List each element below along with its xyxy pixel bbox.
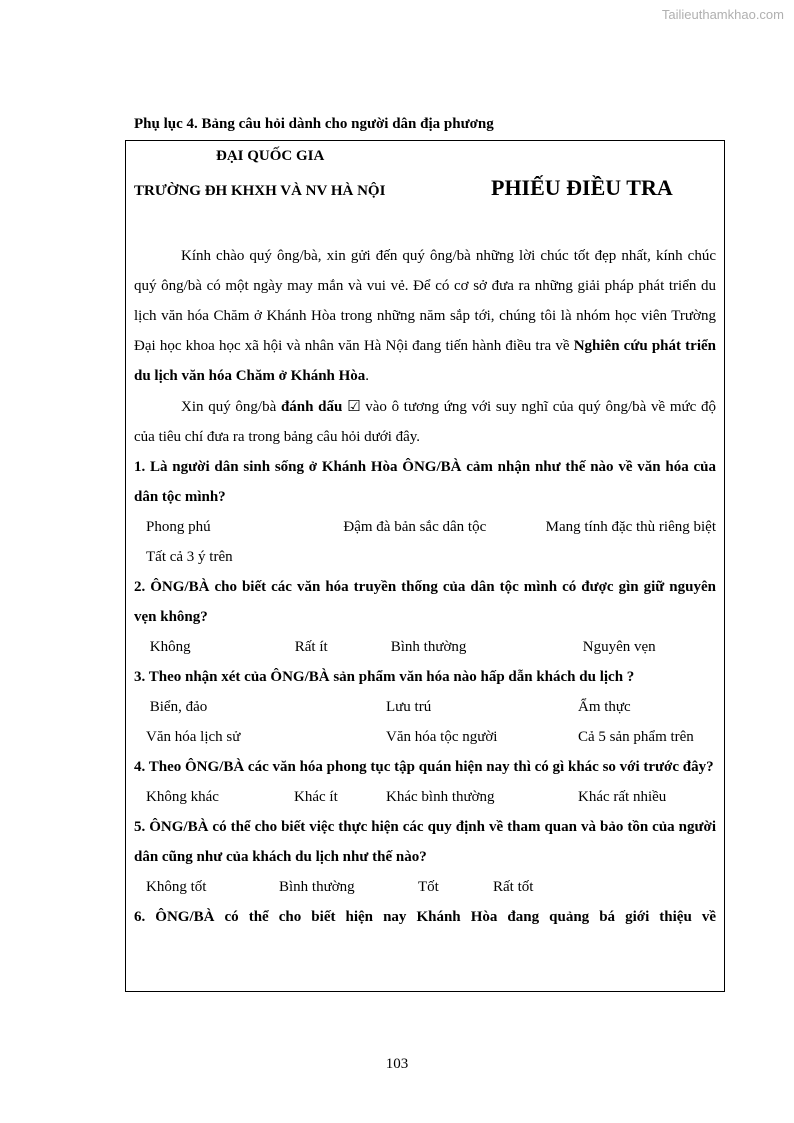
question-4-options (134, 782, 716, 812)
option-checkbox[interactable] (134, 872, 267, 902)
option-label: Văn hóa lịch sử (146, 729, 241, 745)
form-body (134, 241, 716, 932)
question-1-options (134, 512, 716, 542)
option-label: Khác bình thường (386, 789, 495, 805)
option-checkbox[interactable] (279, 632, 375, 662)
option-label: Rất tốt (493, 879, 534, 895)
option-checkbox[interactable] (534, 512, 716, 542)
option-label: Văn hóa tộc người (386, 729, 498, 745)
option-label: Mang tính đặc thù riêng biệt (545, 519, 716, 535)
option-checkbox[interactable] (374, 692, 566, 722)
instruction-pre: Xin quý ông/bà (181, 399, 281, 415)
option-checkbox[interactable] (481, 872, 533, 902)
page-number: 103 (385, 1056, 409, 1072)
question-6: 6. ÔNG/BÀ có thể cho biết hiện nay Khánh Hòa đang quảng bá giới thiệu về (134, 909, 716, 925)
instruction-paragraph (134, 391, 716, 452)
option-label: Cả 5 sản phẩm trên (578, 729, 694, 745)
option-label: Tất cả 3 ý trên (146, 549, 233, 565)
option-checkbox[interactable] (566, 782, 666, 812)
option-checkbox[interactable] (374, 782, 566, 812)
question-3: 3. Theo nhận xét của ÔNG/BÀ sản phẩm văn hóa nào hấp dẫn khách du lịch ? (134, 669, 635, 685)
option-checkbox[interactable] (406, 872, 481, 902)
watermark: Tailieuthamkhao.com (661, 7, 784, 22)
option-label: Khác ít (294, 789, 338, 805)
option-label: Biển, đảo (146, 699, 208, 715)
option-checkbox[interactable] (134, 782, 282, 812)
option-label: Lưu trú (386, 699, 432, 715)
question-3-options-row2 (134, 722, 716, 752)
header-university: ĐẠI QUỐC GIA (216, 148, 325, 164)
form-title: PHIẾU ĐIỀU TRA (491, 175, 673, 200)
option-label: Không (146, 639, 191, 655)
option-label: Bình thường (279, 879, 355, 895)
option-checkbox[interactable] (267, 872, 406, 902)
question-2: 2. ÔNG/BÀ cho biết các văn hóa truyền thống của dân tộc mình có được gìn giữ nguyên vẹn không? (134, 579, 716, 625)
option-label: Nguyên vẹn (579, 639, 656, 655)
option-label: Phong phú (146, 519, 211, 535)
option-checkbox[interactable] (134, 632, 279, 662)
option-checkbox[interactable] (567, 632, 656, 662)
option-checkbox[interactable] (282, 782, 374, 812)
question-4: 4. Theo ÔNG/BÀ các văn hóa phong tục tập quán hiện nay thì có gì khác so với trước đây? (134, 759, 714, 775)
option-label: Ẩm thực (578, 699, 631, 715)
question-2-options (134, 632, 716, 662)
option-checkbox[interactable] (134, 722, 374, 752)
instruction-post: vào ô tương ứng với suy nghĩ của quý ông/bà về mức độ của tiêu chí đưa ra trong bảng câu hỏi dưới đây. (134, 399, 717, 445)
option-label: Bình thường (387, 639, 467, 655)
option-checkbox[interactable] (566, 692, 631, 722)
checked-box-icon: ☑ (347, 397, 361, 415)
option-checkbox[interactable] (375, 632, 567, 662)
option-checkbox[interactable] (134, 542, 233, 572)
greeting-text: Kính chào quý ông/bà, xin gửi đến quý ông/bà những lời chúc tốt đẹp nhất, kính chúc quý ông/bà có một ngày may mắn và vui vẻ. Để có cơ sở đưa ra những giải pháp phát triển du lịch văn hóa Chăm ở Khánh Hòa trong những năm sắp tới, chúng tôi là nhóm học viên Trường Đại học khoa học xã hội và nhân văn Hà Nội đang tiến hành điều tra về (134, 248, 716, 354)
survey-form-frame (125, 140, 725, 992)
option-checkbox[interactable] (134, 512, 284, 542)
question-1-options-row2 (134, 542, 716, 572)
greeting-paragraph (134, 241, 716, 391)
option-checkbox[interactable] (566, 722, 694, 752)
question-5-options (134, 872, 716, 902)
research-topic: Nghiên cứu phát triển du lịch văn hóa Chăm ở Khánh Hòa (134, 338, 716, 384)
appendix-title: Phụ lục 4. Bảng câu hỏi dành cho người dân địa phương (134, 116, 494, 132)
question-3-options (134, 692, 716, 722)
option-checkbox[interactable] (331, 512, 486, 542)
greeting-end: . (365, 368, 370, 384)
option-label: Không khác (146, 789, 219, 805)
header-school: TRƯỜNG ĐH KHXH VÀ NV HÀ NỘI (134, 183, 386, 199)
option-label: Tốt (418, 879, 439, 895)
option-label: Khác rất nhiều (578, 789, 667, 805)
option-checkbox[interactable] (374, 722, 566, 752)
option-checkbox[interactable] (134, 692, 374, 722)
option-label: Đậm đà bản sắc dân tộc (343, 519, 487, 535)
question-5: 5. ÔNG/BÀ có thể cho biết việc thực hiện các quy định về tham quan và bảo tồn của người dân cũng như của khách du lịch như thế nào? (134, 819, 716, 865)
question-1: 1. Là người dân sinh sống ở Khánh Hòa ÔNG/BÀ cảm nhận như thế nào về văn hóa của dân tộc mình? (134, 459, 716, 505)
option-label: Không tốt (146, 879, 207, 895)
option-label: Rất ít (291, 639, 328, 655)
instruction-bold: đánh dấu (280, 399, 343, 415)
